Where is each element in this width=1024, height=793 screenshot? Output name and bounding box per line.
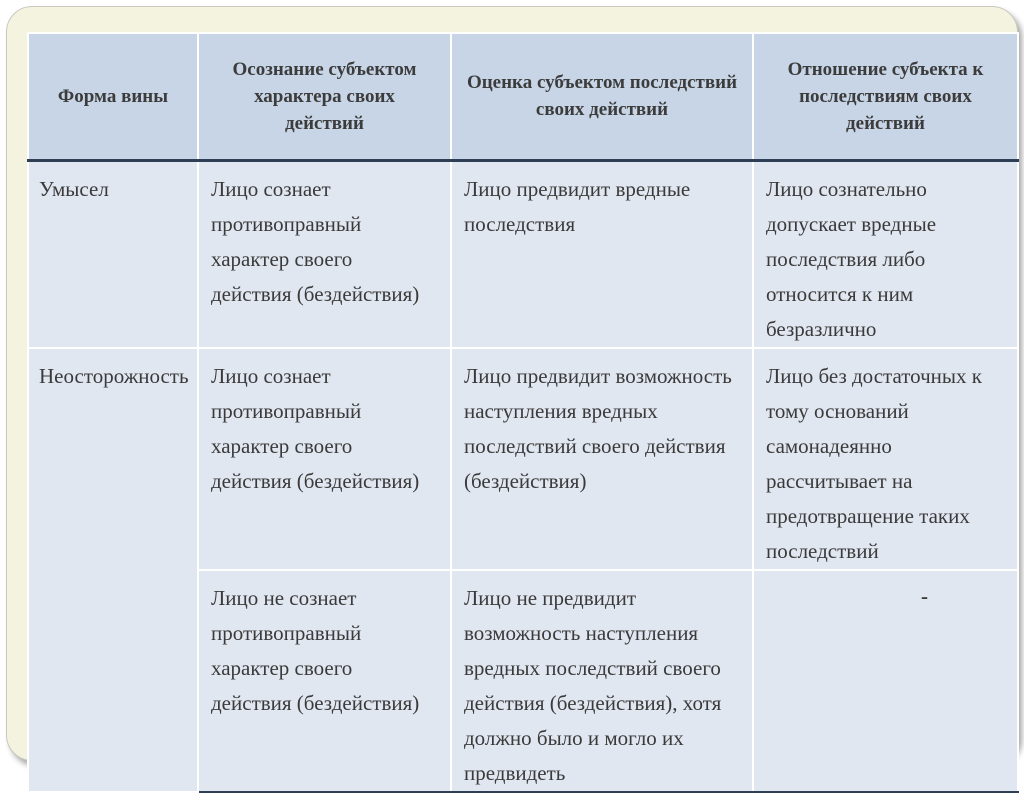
cell-attitude-negligence [753,348,1018,570]
cell-attitude-intent [753,160,1018,348]
attitude-text-negligence: Лицо без достаточных к тому оснований самонадеянно рассчитывает на предотвращение таких последствий [766,363,982,563]
header-cell-form [28,33,198,160]
cell-assessment-negligence [451,348,753,570]
assessment-text-intent: Лицо предвидит вредные последствия [464,176,691,236]
cell-attitude-negligence-2 [753,570,1018,792]
slide-frame [6,6,1018,785]
cell-assessment-negligence-2 [451,570,753,792]
guilt-forms-table [27,32,1019,793]
form-label-intent: Умысел [39,176,109,201]
awareness-text-negligence-2: Лицо не сознает противоправный характер своего действия (бездействия) [211,585,420,715]
header-cell-awareness [198,33,451,160]
table-header-row [28,33,1018,160]
form-label-negligence: Неосторожность [39,363,189,388]
table-container [27,32,1017,785]
assessment-text-negligence-2: Лицо не предвидит возможность наступления вредных последствий своего действия (бездействия), хотя должно было и могло их предвидеть [464,585,722,785]
assessment-text-negligence: Лицо предвидит возможность наступления вредных последствий своего действия (бездействия) [464,363,732,493]
header-assessment-label: Оценка субъектом последствий своих действий [466,72,738,121]
cell-awareness-negligence [198,348,451,570]
cell-assessment-intent [451,160,753,348]
cell-awareness-negligence-2 [198,570,451,792]
cell-form-negligence [28,348,198,792]
header-form-label: Форма вины [57,85,169,107]
header-awareness-label: Осознание субъектом характера своих действий [232,58,417,134]
awareness-text-negligence: Лицо сознает противоправный характер своего действия (бездействия) [211,363,420,493]
header-cell-assessment [451,33,753,160]
cell-awareness-intent [198,160,451,348]
cell-form-intent [28,160,198,348]
table-row-negligence [28,348,1018,570]
attitude-text-intent: Лицо сознательно допускает вредные последствия либо относится к ним безразлично [766,176,937,341]
table-row-intent [28,160,1018,348]
header-cell-attitude [753,33,1018,160]
awareness-text-intent: Лицо сознает противоправный характер своего действия (бездействия) [211,176,420,306]
attitude-text-negligence-2: - [921,583,928,608]
header-attitude-label: Отношение субъекта к последствиям своих действий [787,58,984,134]
